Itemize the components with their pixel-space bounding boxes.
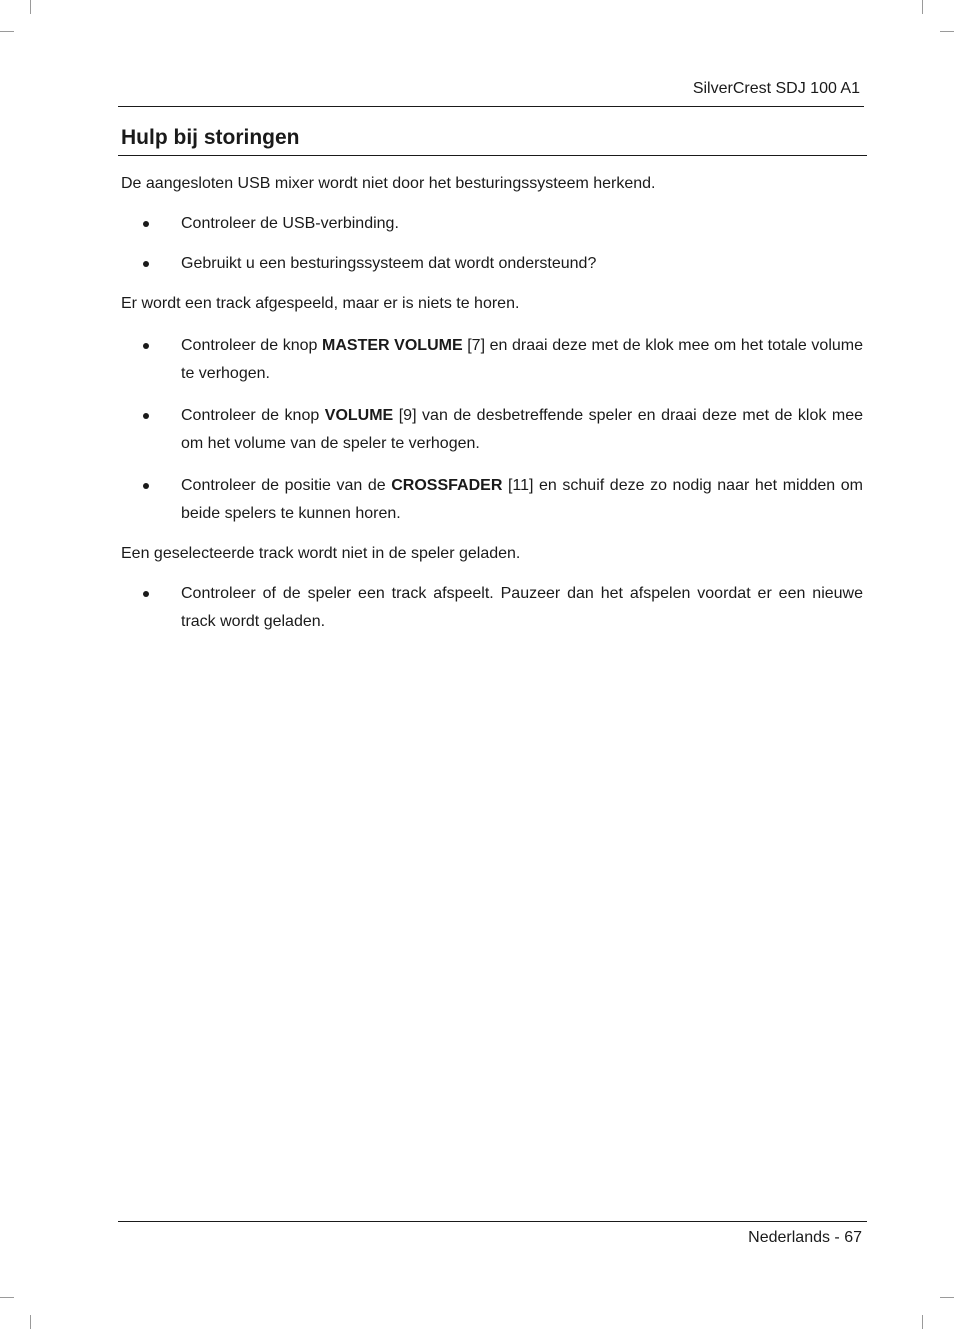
control-name: CROSSFADER	[391, 477, 503, 494]
list-item-text: [9] van de desbetreffende speler en draai deze met de klok mee om het volume van de speler te verhogen.	[181, 407, 864, 452]
problem-statement: Een geselecteerde track wordt niet in de speler geladen.	[121, 545, 521, 562]
problem-statement: Er wordt een track afgespeeld, maar er is niets te horen.	[121, 295, 520, 312]
problem-statement: De aangesloten USB mixer wordt niet door het besturingssysteem herkend.	[121, 175, 656, 192]
list-item	[121, 402, 863, 458]
crop-mark	[0, 31, 14, 32]
list-item-text: Controleer de knop	[181, 407, 325, 424]
crop-mark	[30, 1315, 31, 1329]
list-item	[121, 472, 863, 528]
check-list	[121, 210, 863, 278]
bullet-icon	[143, 221, 149, 227]
list-item-text: Controleer de knop	[181, 337, 323, 354]
title-rule	[118, 155, 867, 156]
bullet-icon	[143, 591, 149, 597]
list-item	[121, 210, 863, 238]
bullet-icon	[143, 483, 149, 489]
bullet-icon	[143, 261, 149, 267]
header-rule	[118, 106, 864, 107]
troubleshooting-content	[121, 170, 863, 636]
bullet-icon	[143, 343, 149, 349]
crop-mark	[0, 1297, 14, 1298]
list-item	[121, 580, 863, 636]
section-title: Hulp bij storingen	[121, 126, 300, 149]
bullet-icon	[143, 413, 149, 419]
list-item-text: Controleer of de speler een track afspeelt. Pauzeer dan het afspelen voordat er een nieuwe track wordt geladen.	[181, 585, 863, 630]
list-item	[121, 332, 863, 388]
list-item-text: Controleer de positie van de	[181, 477, 392, 494]
crop-mark	[30, 0, 31, 14]
list-item	[121, 250, 863, 278]
page-number: Nederlands - 67	[748, 1229, 862, 1246]
footer-rule	[118, 1221, 867, 1222]
running-header: SilverCrest SDJ 100 A1	[692, 80, 860, 97]
crop-mark	[940, 31, 954, 32]
crop-mark	[922, 0, 923, 14]
list-item-text: Controleer de USB-verbinding.	[181, 215, 399, 232]
list-item-text: [7] en draai deze met de klok mee om het totale volume te verhogen.	[181, 337, 863, 382]
crop-mark	[940, 1297, 954, 1298]
control-name: VOLUME	[324, 407, 394, 424]
check-list	[121, 580, 863, 636]
list-item-text: [11] en schuif deze zo nodig naar het midden om beide spelers te kunnen horen.	[181, 477, 863, 522]
list-item-text: Gebruikt u een besturingssysteem dat wordt ondersteund?	[181, 255, 597, 272]
crop-mark	[922, 1315, 923, 1329]
check-list	[121, 332, 863, 528]
control-name: MASTER VOLUME	[322, 337, 463, 354]
